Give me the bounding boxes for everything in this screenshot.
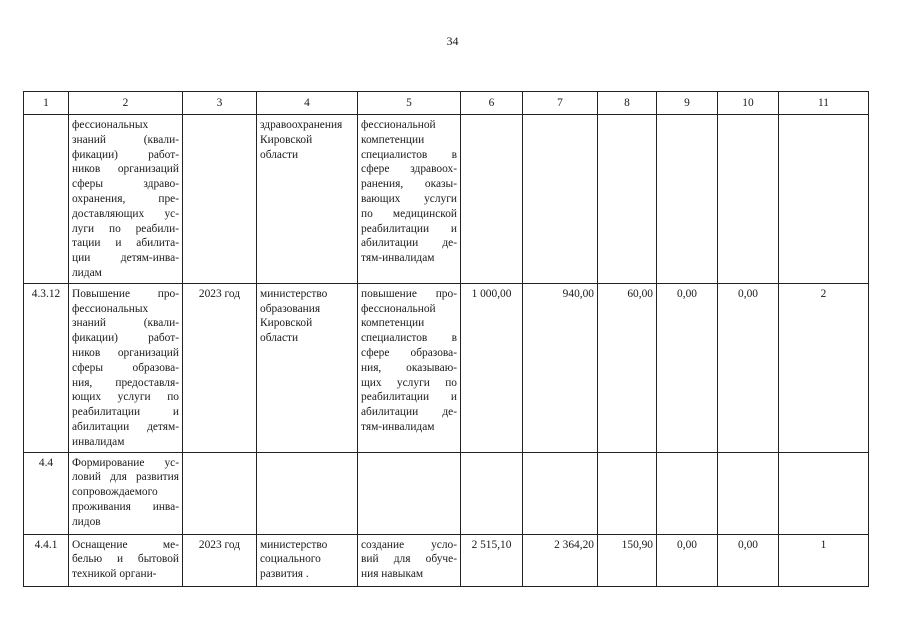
header-cell: 2: [69, 92, 183, 115]
cell-line: абилитации де-: [361, 237, 457, 250]
header-cell: 10: [718, 92, 779, 115]
event-name-cell: [69, 534, 183, 586]
cell-line: доставляющих ус-: [72, 207, 179, 220]
total-funding-cell: [461, 115, 523, 284]
item-number-cell: 4.4: [24, 452, 69, 534]
period-cell: [183, 452, 257, 534]
funding-col8-cell: 60,00: [598, 283, 657, 452]
cell-line: охранения, пре-: [72, 192, 179, 205]
cell-line: области: [260, 332, 299, 345]
table-row: [24, 452, 869, 534]
cell-line: знаний (квали-: [72, 133, 179, 146]
header-cell: 7: [523, 92, 598, 115]
cell-line: Оснащение ме-: [72, 538, 179, 551]
cell-line: создание усло-: [361, 538, 457, 551]
header-cell: 8: [598, 92, 657, 115]
header-cell: 4: [257, 92, 358, 115]
funding-col8-cell: [598, 452, 657, 534]
table-row: [24, 115, 869, 284]
expected-result-cell: [358, 283, 461, 452]
total-funding-cell: 2 515,10: [461, 534, 523, 586]
cell-line: компетенции: [361, 133, 425, 146]
item-number-cell: [24, 115, 69, 284]
cell-line: ния, предоставля-: [72, 376, 179, 389]
cell-line: лидов: [72, 515, 101, 528]
cell-line: фессиональной: [361, 302, 436, 315]
funding-col8-cell: 150,90: [598, 534, 657, 586]
period-cell: 2023 год: [183, 283, 257, 452]
cell-line: компетенции: [361, 317, 425, 330]
cell-line: развития .: [260, 568, 309, 581]
header-cell: 11: [779, 92, 869, 115]
cell-line: инвалидам: [72, 435, 125, 448]
cell-line: белью и бытовой: [72, 553, 179, 566]
cell-line: вий для обуче-: [361, 553, 457, 566]
item-number-cell: 4.3.12: [24, 283, 69, 452]
expected-result-cell: [358, 534, 461, 586]
table-row: [24, 283, 869, 452]
indicator-cell: 1: [779, 534, 869, 586]
cell-line: образования: [260, 302, 321, 315]
header-cell: 9: [657, 92, 718, 115]
executor-cell: [257, 115, 358, 284]
cell-line: ранения, оказы-: [361, 178, 457, 191]
cell-line: ния, оказываю-: [361, 361, 457, 374]
executor-cell: [257, 534, 358, 586]
cell-line: реабилитации и: [361, 222, 457, 235]
cell-line: специалистов в: [361, 148, 457, 161]
funding-col7-cell: [523, 452, 598, 534]
cell-line: фессиональных: [72, 302, 149, 315]
plan-table: [23, 91, 869, 587]
funding-col7-cell: 2 364,20: [523, 534, 598, 586]
column-number-row: [24, 92, 869, 115]
expected-result-cell: [358, 452, 461, 534]
cell-line: луги по реабили-: [72, 222, 179, 235]
cell-line: повышение про-: [361, 287, 457, 300]
cell-line: фессиональной: [361, 119, 436, 131]
cell-line: министерство: [260, 538, 328, 551]
funding-col7-cell: 940,00: [523, 283, 598, 452]
header-cell: 5: [358, 92, 461, 115]
header-cell: 3: [183, 92, 257, 115]
funding-col9-cell: 0,00: [657, 283, 718, 452]
cell-line: социального: [260, 553, 321, 566]
cell-line: ции детям-инва-: [72, 252, 179, 265]
cell-line: абилитации детям-: [72, 420, 179, 433]
cell-line: сферы здраво-: [72, 178, 179, 191]
cell-line: специалистов в: [361, 332, 457, 345]
cell-line: щих услуги по: [361, 376, 457, 389]
executor-cell: [257, 452, 358, 534]
cell-line: сферы образова-: [72, 361, 179, 374]
funding-col10-cell: 0,00: [718, 283, 779, 452]
event-name-cell: [69, 283, 183, 452]
cell-line: сфере образова-: [361, 346, 457, 359]
expected-result-cell: [358, 115, 461, 284]
cell-line: лидам: [72, 266, 102, 279]
cell-line: Кировской: [260, 133, 313, 146]
cell-line: абилитации де-: [361, 406, 457, 419]
cell-line: проживания инва-: [72, 500, 179, 513]
cell-line: ловий для развития: [72, 471, 179, 484]
indicator-cell: 2: [779, 283, 869, 452]
cell-line: знаний (квали-: [72, 317, 179, 330]
cell-line: сфере здравоох-: [361, 163, 457, 176]
cell-line: сопровождаемого: [72, 486, 158, 499]
event-name-cell: [69, 452, 183, 534]
cell-line: здравоохранения: [260, 119, 343, 131]
item-number-cell: 4.4.1: [24, 534, 69, 586]
cell-line: фикации) работ-: [72, 332, 179, 345]
cell-line: области: [260, 148, 299, 161]
cell-line: ния навыкам: [361, 568, 424, 581]
cell-line: фикации) работ-: [72, 148, 179, 161]
cell-line: ющих услуги по: [72, 391, 179, 404]
cell-line: тям-инвалидам: [361, 420, 435, 433]
funding-col9-cell: [657, 452, 718, 534]
cell-line: тации и абилита-: [72, 237, 179, 250]
cell-line: фессиональных: [72, 119, 149, 131]
header-cell: 1: [24, 92, 69, 115]
cell-line: ников организаций: [72, 163, 179, 176]
funding-col7-cell: [523, 115, 598, 284]
indicator-cell: [779, 452, 869, 534]
cell-line: Кировской: [260, 317, 313, 330]
cell-line: реабилитации и: [72, 406, 179, 419]
cell-line: Повышение про-: [72, 287, 179, 300]
total-funding-cell: 1 000,00: [461, 283, 523, 452]
funding-col10-cell: 0,00: [718, 534, 779, 586]
period-cell: 2023 год: [183, 534, 257, 586]
page-number: 34: [446, 34, 459, 48]
cell-line: Формирование ус-: [72, 456, 179, 469]
cell-line: по медицинской: [361, 207, 457, 220]
cell-line: тям-инвалидам: [361, 252, 435, 265]
cell-line: ников организаций: [72, 346, 179, 359]
indicator-cell: [779, 115, 869, 284]
funding-col10-cell: [718, 452, 779, 534]
cell-line: реабилитации и: [361, 391, 457, 404]
funding-col9-cell: [657, 115, 718, 284]
header-cell: 6: [461, 92, 523, 115]
funding-col10-cell: [718, 115, 779, 284]
table-row: [24, 534, 869, 586]
funding-col8-cell: [598, 115, 657, 284]
cell-line: техникой органи-: [72, 568, 157, 581]
cell-line: министерство: [260, 287, 328, 300]
period-cell: [183, 115, 257, 284]
funding-col9-cell: 0,00: [657, 534, 718, 586]
cell-line: вающих услуги: [361, 192, 457, 205]
event-name-cell: [69, 115, 183, 284]
executor-cell: [257, 283, 358, 452]
total-funding-cell: [461, 452, 523, 534]
